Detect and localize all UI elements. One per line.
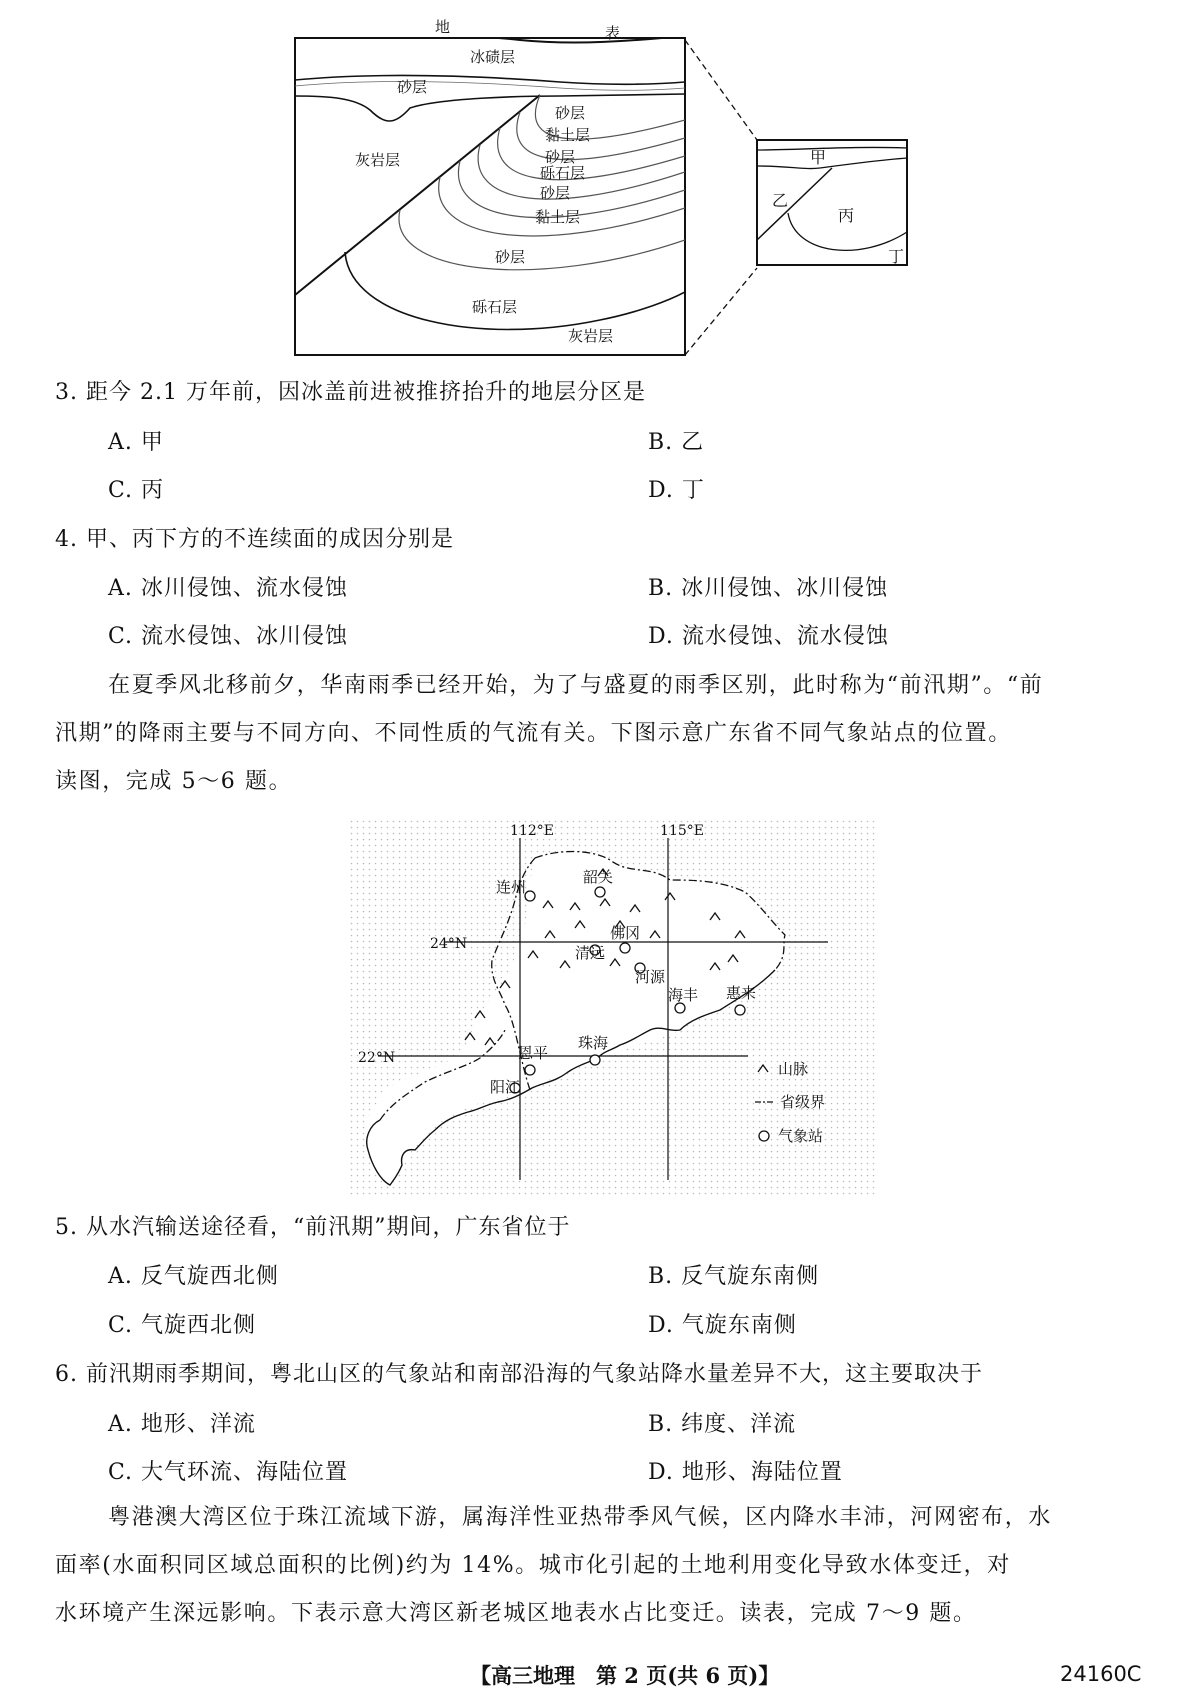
q5-option-b[interactable]: B. 反气旋东南侧 — [648, 1264, 820, 1289]
station-name: 清远 — [575, 944, 606, 962]
layer-label: 砂层 — [495, 248, 526, 266]
zone-label-ding: 丁 — [888, 247, 905, 266]
guangdong-station-map — [350, 820, 875, 1195]
question-4-stem: 4. 甲、丙下方的不连续面的成因分别是 — [55, 527, 454, 552]
legend-label: 省级界 — [780, 1093, 826, 1111]
q3-option-d[interactable]: D. 丁 — [648, 478, 705, 503]
question-6-stem: 6. 前汛期雨季期间，粤北山区的气象站和南部沿海的气象站降水量差异不大，这主要取决于 — [55, 1362, 983, 1387]
q6-option-b[interactable]: B. 纬度、洋流 — [648, 1412, 797, 1437]
q6-option-a[interactable]: A. 地形、洋流 — [108, 1412, 256, 1437]
q3-option-a[interactable]: A. 甲 — [108, 430, 164, 455]
station-name: 连州 — [496, 878, 527, 896]
layer-label: 冰碛层 — [470, 48, 516, 66]
q4-option-d[interactable]: D. 流水侵蚀、流水侵蚀 — [648, 624, 889, 649]
zone-label-yi: 乙 — [772, 191, 789, 210]
q5-option-d[interactable]: D. 气旋东南侧 — [648, 1313, 797, 1338]
legend-station-icon — [759, 1131, 769, 1141]
page-footer-code: 24160C — [1060, 1662, 1142, 1686]
layer-label: 砂层 — [545, 148, 576, 166]
question-5-stem: 5. 从水汽输送途径看，“前汛期”期间，广东省位于 — [55, 1215, 571, 1240]
q6-option-d[interactable]: D. 地形、海陆位置 — [648, 1460, 843, 1485]
layer-label: 砾石层 — [540, 164, 586, 182]
surface-label-right: 表 — [605, 24, 621, 42]
q5-option-c[interactable]: C. 气旋西北侧 — [108, 1313, 257, 1338]
q3-option-b[interactable]: B. 乙 — [648, 430, 705, 455]
lon-label: 112°E — [510, 823, 554, 839]
station-name: 惠来 — [726, 984, 757, 1002]
layer-label: 灰岩层 — [568, 327, 614, 345]
station-name: 韶关 — [583, 868, 614, 886]
q4-option-b[interactable]: B. 冰川侵蚀、冰川侵蚀 — [648, 576, 889, 601]
station-name: 阳江 — [490, 1078, 521, 1096]
station-marker — [675, 1003, 685, 1013]
zone-label-jia: 甲 — [810, 148, 827, 167]
layer-label: 黏土层 — [535, 208, 581, 226]
passage-line: 面率(水面积同区域总面积的比例)约为 14%。城市化引起的土地利用变化导致水体变迁，对 — [55, 1553, 1011, 1578]
passage-line: 粤港澳大湾区位于珠江流域下游，属海洋性亚热带季风气候，区内降水丰沛，河网密布，水 — [108, 1505, 1053, 1530]
station-name: 佛冈 — [610, 924, 641, 942]
passage-line: 读图，完成 5～6 题。 — [55, 769, 293, 794]
q4-option-a[interactable]: A. 冰川侵蚀、流水侵蚀 — [108, 576, 348, 601]
station-marker — [595, 887, 605, 897]
station-name: 海丰 — [668, 986, 699, 1004]
station-name: 珠海 — [578, 1034, 609, 1052]
page-footer-title: 【高三地理 第 2 页(共 6 页)】 — [470, 1663, 780, 1688]
layer-label: 砂层 — [555, 104, 586, 122]
lat-label: 22°N — [358, 1050, 396, 1066]
q3-option-c[interactable]: C. 丙 — [108, 478, 165, 503]
legend-label: 气象站 — [778, 1127, 824, 1145]
layer-label: 砂层 — [540, 184, 571, 202]
station-marker — [525, 891, 535, 901]
layer-label: 黏土层 — [545, 126, 591, 144]
station-marker — [735, 1005, 745, 1015]
zone-label-bing: 丙 — [838, 206, 855, 225]
layer-label: 砂层 — [397, 78, 428, 96]
passage-line: 水环境产生深远影响。下表示意大湾区新老城区地表水占比变迁。读表，完成 7～9 题。 — [55, 1601, 977, 1626]
lon-label: 115°E — [660, 823, 704, 839]
geologic-section-figure — [0, 0, 1200, 370]
q5-option-a[interactable]: A. 反气旋西北侧 — [108, 1264, 279, 1289]
station-name: 恩平 — [518, 1044, 549, 1062]
station-marker — [620, 943, 630, 953]
lat-label: 24°N — [430, 936, 468, 952]
layer-label: 灰岩层 — [355, 151, 401, 169]
layer-label: 砾石层 — [472, 298, 518, 316]
station-marker — [525, 1065, 535, 1075]
station-name: 河源 — [635, 968, 666, 986]
q4-option-c[interactable]: C. 流水侵蚀、冰川侵蚀 — [108, 624, 349, 649]
passage-line: 汛期”的降雨主要与不同方向、不同性质的气流有关。下图示意广东省不同气象站点的位置。 — [55, 721, 1012, 746]
passage-line: 在夏季风北移前夕，华南雨季已经开始，为了与盛夏的雨季区别，此时称为“前汛期”。“前 — [108, 673, 1044, 698]
q6-option-c[interactable]: C. 大气环流、海陆位置 — [108, 1460, 349, 1485]
legend-label: 山脉 — [778, 1060, 809, 1078]
surface-label-left: 地 — [435, 18, 451, 36]
question-3-stem: 3. 距今 2.1 万年前，因冰盖前进被推挤抬升的地层分区是 — [55, 380, 646, 405]
station-marker — [590, 1055, 600, 1065]
